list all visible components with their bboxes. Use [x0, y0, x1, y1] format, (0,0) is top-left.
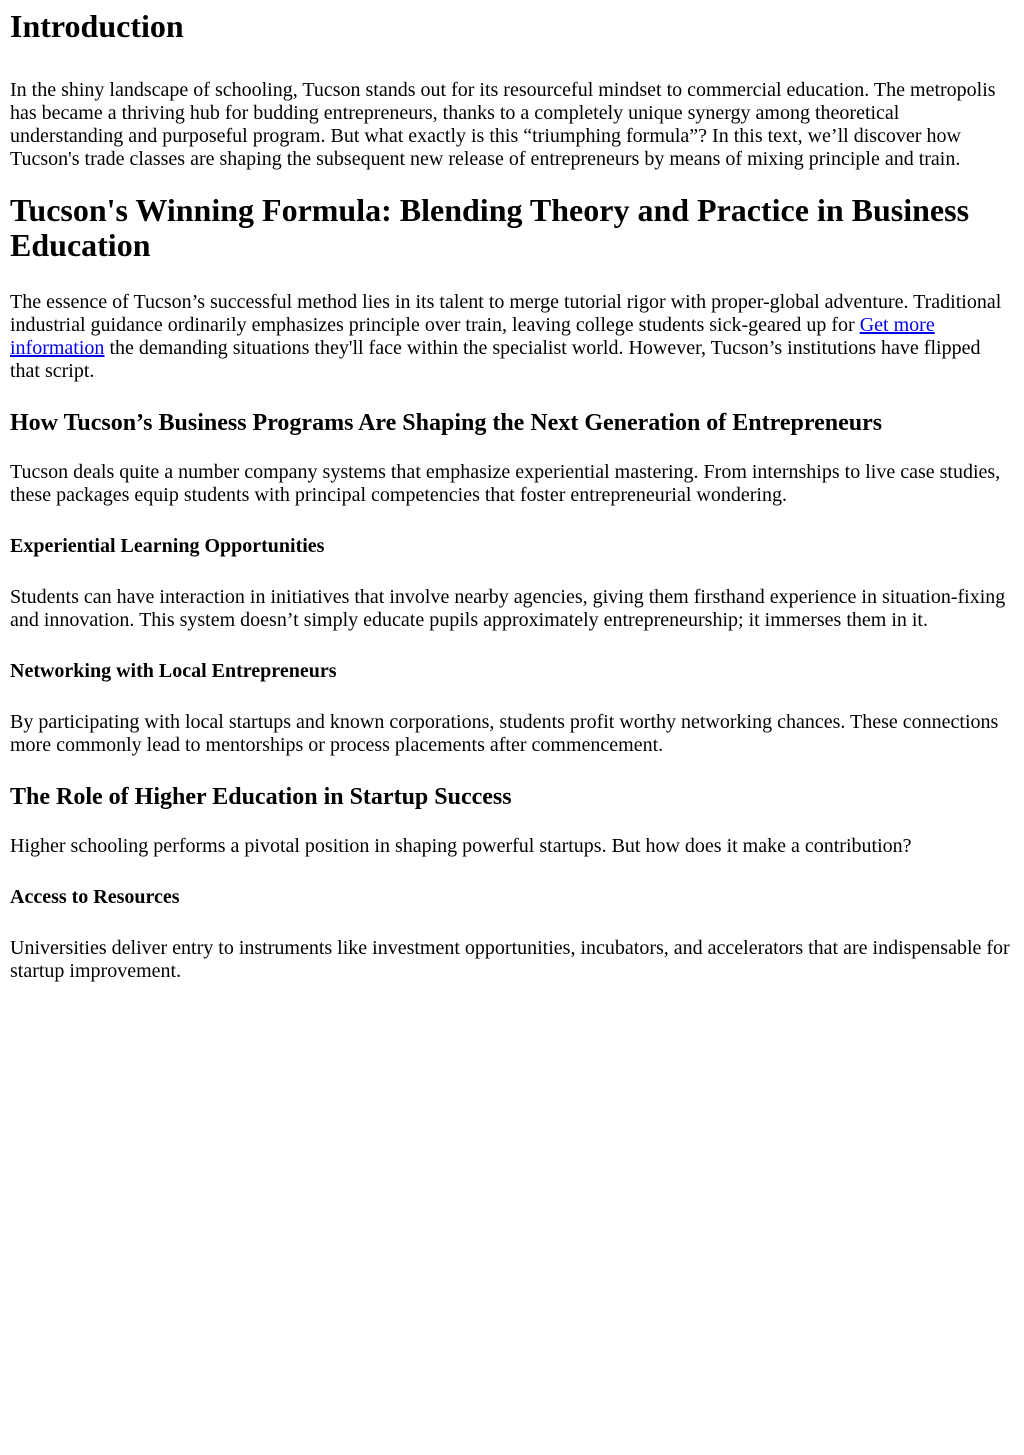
programs-heading: How Tucson’s Business Programs Are Shaping the Next Generation of Entrepreneurs — [10, 410, 883, 436]
article — [0, 9, 1024, 983]
experiential-heading: Experiential Learning Opportunities — [10, 535, 325, 557]
programs-paragraph: Tucson deals quite a number company systems that emphasize experiential mastering. From internships to live case studies, these packages equip students with principal competencies that foster entrepreneurial wondering. — [10, 461, 1001, 506]
formula-heading: Tucson's Winning Formula: Blending Theory and Practice in Business Education — [10, 192, 970, 263]
networking-paragraph: By participating with local startups and known corporations, students profit worthy networking chances. These connections more commonly lead to mentorships or process placements after commencement. — [10, 711, 999, 756]
intro-heading: Introduction — [10, 8, 184, 44]
resources-paragraph: Universities deliver entry to instruments like investment opportunities, incubators, and accelerators that are indispensable for startup improvement. — [10, 937, 1010, 982]
essence-paragraph — [10, 291, 1014, 383]
essence-text-before-link: The essence of Tucson’s successful method lies in its talent to merge tutorial rigor with proper-global adventure. Traditional industrial guidance ordinarily emphasizes principle over train, leaving college students sick-geared up for — [10, 291, 1002, 336]
resources-heading: Access to Resources — [10, 886, 180, 908]
get-more-information-link[interactable]: Get more information — [10, 314, 935, 359]
intro-paragraph: In the shiny landscape of schooling, Tucson stands out for its resourceful mindset to commercial education. The metropolis has became a thriving hub for budding entrepreneurs, thanks to a completely unique synergy among theoretical understanding and purposeful program. But what exactly is this “triumphing formula”? In this text, we’ll discover how Tucson's trade classes are shaping the subsequent new release of entrepreneurs by means of mixing principle and train. — [10, 79, 996, 170]
role-heading: The Role of Higher Education in Startup Success — [10, 784, 512, 810]
role-paragraph: Higher schooling performs a pivotal position in shaping powerful startups. But how does it make a contribution? — [10, 835, 912, 857]
essence-text-after-link: the demanding situations they'll face within the specialist world. However, Tucson’s institutions have flipped that script. — [10, 337, 981, 382]
networking-heading: Networking with Local Entrepreneurs — [10, 660, 337, 682]
experiential-paragraph: Students can have interaction in initiatives that involve nearby agencies, giving them firsthand experience in situation-fixing and innovation. This system doesn’t simply educate pupils approximately entrepreneurship; it immerses them in it. — [10, 586, 1006, 631]
